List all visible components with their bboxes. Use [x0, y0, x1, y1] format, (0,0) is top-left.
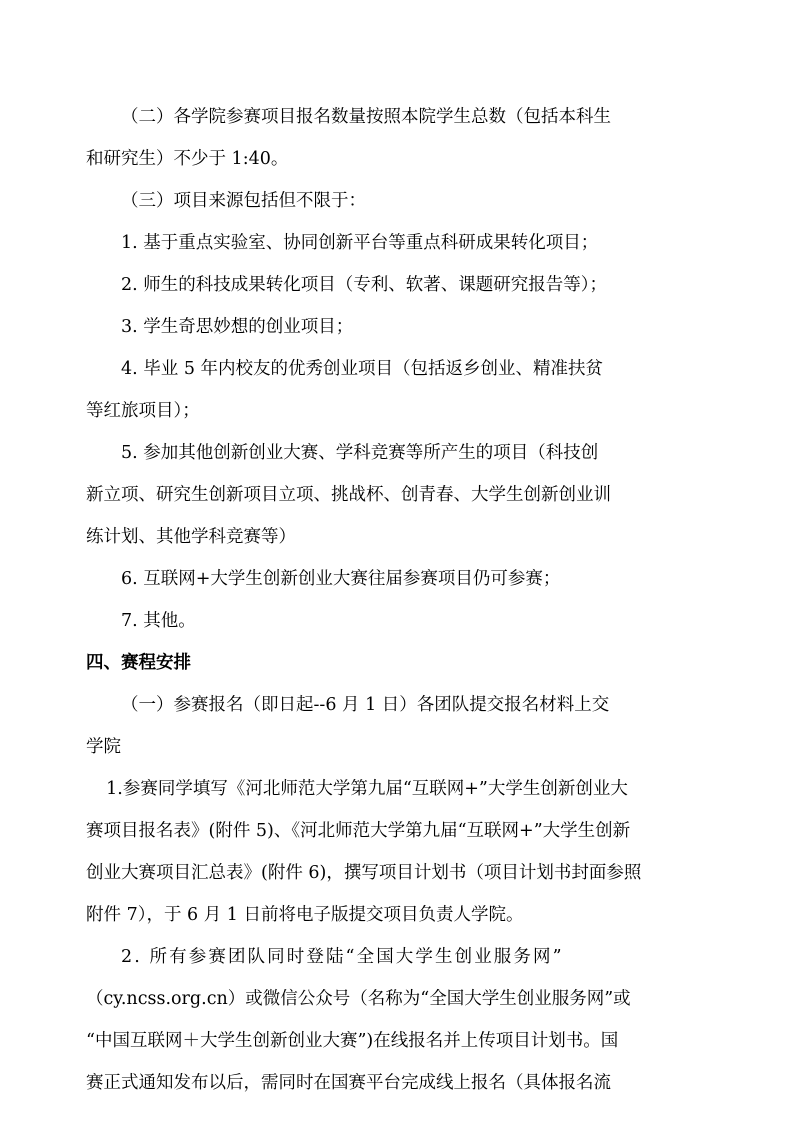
paragraph-registration-1-cont-3: 附件 7），于 6 月 1 日前将电子版提交项目负责人学院。: [86, 905, 524, 925]
paragraph-registration-2-cont-2: “中国互联网＋大学生创新创业大赛”)在线报名并上传项目计划书。国: [86, 1031, 619, 1051]
paragraph-registration-1-cont-2: 创业大赛项目汇总表》(附件 6)，撰写项目计划书（项目计划书封面参照: [86, 863, 642, 883]
paragraph-schedule-1-cont: 学院: [86, 737, 121, 757]
document-body: [86, 96, 714, 1104]
paragraph-section-2: （二）各学院参赛项目报名数量按照本院学生总数（包括本科生: [121, 107, 611, 127]
paragraph-schedule-1: （一）参赛报名（即日起--6 月 1 日）各团队提交报名材料上交: [121, 695, 610, 715]
paragraph-registration-2: 2. 所有参赛团队同时登陆“全国大学生创业服务网”: [121, 947, 564, 967]
list-item-5: 5. 参加其他创新创业大赛、学科竞赛等所产生的项目（科技创: [121, 443, 599, 463]
list-item-5-cont-2: 练计划、其他学科竞赛等）: [86, 527, 296, 547]
paragraph-registration-2-cont-1: （cy.ncss.org.cn）或微信公众号（名称为“全国大学生创业服务网”或: [86, 989, 631, 1009]
list-item-4: 4. 毕业 5 年内校友的优秀创业项目（包括返乡创业、精准扶贫: [121, 359, 604, 379]
paragraph-section-2-cont: 和研究生）不少于 1:40。: [86, 149, 289, 169]
list-item-7: 7. 其他。: [121, 611, 196, 631]
list-item-5-cont-1: 新立项、研究生创新项目立项、挑战杯、创青春、大学生创新创业训: [86, 485, 611, 505]
list-item-6: 6. 互联网+大学生创新创业大赛往届参赛项目仍可参赛；: [121, 569, 561, 589]
paragraph-registration-1-cont-1: 赛项目报名表》(附件 5)、《河北师范大学第九届“互联网+”大学生创新: [86, 821, 631, 841]
section-heading-4: 四、赛程安排: [86, 653, 191, 673]
paragraph-registration-1: 1.参赛同学填写《河北师范大学第九届“互联网+”大学生创新创业大: [106, 779, 628, 799]
list-item-1: 1. 基于重点实验室、协同创新平台等重点科研成果转化项目；: [121, 233, 599, 253]
paragraph-registration-2-cont-3: 赛正式通知发布以后，需同时在国赛平台完成线上报名（具体报名流: [86, 1073, 611, 1093]
paragraph-section-3: （三）项目来源包括但不限于：: [121, 191, 366, 211]
list-item-4-cont: 等红旅项目）；: [86, 401, 200, 421]
list-item-3: 3. 学生奇思妙想的创业项目；: [121, 317, 354, 337]
list-item-2: 2. 师生的科技成果转化项目（专利、软著、课题研究报告等）；: [121, 275, 608, 295]
